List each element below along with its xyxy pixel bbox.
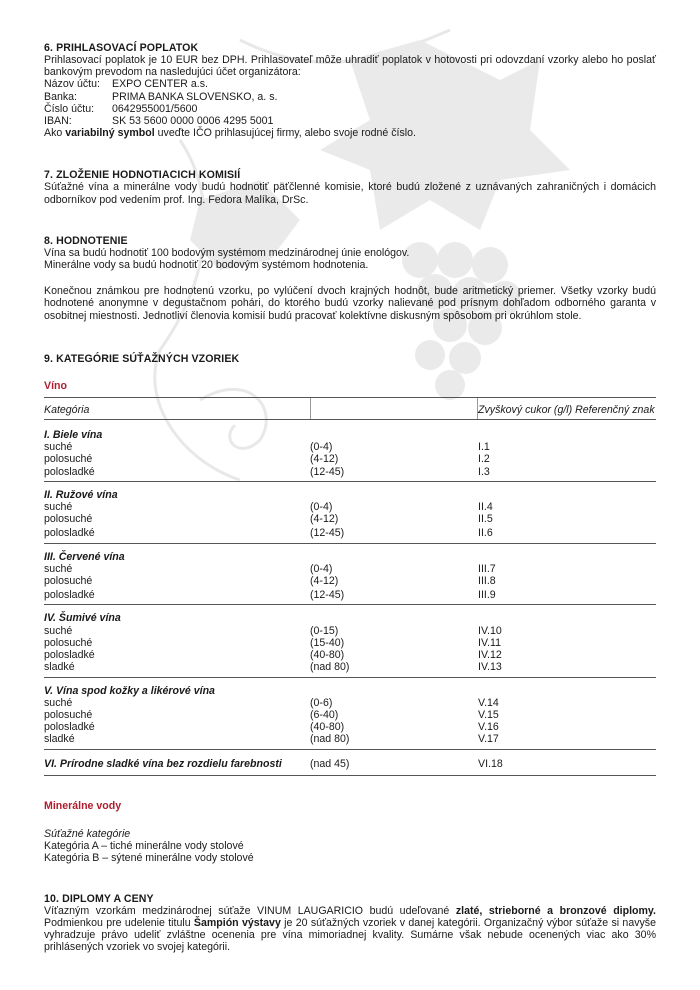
table-row — [44, 527, 656, 539]
row-ref: II.5 — [478, 513, 493, 526]
text: je 20 súťažných vzoriek v danej kategórii. Organizačný výbor súťaže si navyše vyhradzuje právo udeliť zvláštne ocenenia pre vína mimoriadnej kvality. Sumárne však nebude ocenených viac ako 30% prihlásených vzoriek vo svojej kategórii. — [44, 916, 656, 954]
row-name: suché — [44, 562, 73, 575]
row-ref: VI.18 — [478, 757, 503, 770]
table-row — [44, 637, 656, 649]
paragraph — [44, 905, 656, 954]
bank-row — [44, 78, 656, 90]
row-sugar: (nad 80) — [310, 661, 350, 674]
row-sugar: (0-4) — [310, 562, 333, 575]
section-title: 6. PRIHLASOVACÍ POPLATOK — [44, 42, 199, 54]
row-sugar: (0-4) — [310, 441, 333, 454]
group-title: III. Červené vína — [44, 550, 125, 563]
text: Ako — [44, 127, 66, 140]
text: Víťazným vzorkám medzinárodnej súťaže VINUM LAUGARICIO budú udeľované — [44, 904, 456, 917]
row-ref: I.3 — [478, 465, 490, 478]
header-sugar: Zvyškový cukor (g/l) Referenčný znak — [478, 404, 655, 417]
variable-symbol-note — [44, 127, 656, 139]
section-title: 8. HODNOTENIE — [44, 234, 128, 247]
group-title: V. Vína spod kožky a likérové vína — [44, 684, 215, 697]
row-name: suché — [44, 696, 73, 709]
section-diplomas — [44, 893, 656, 954]
section-title: 9. KATEGÓRIE SÚŤAŽNÝCH VZORIEK — [44, 352, 240, 365]
row-ref: V.16 — [478, 721, 499, 734]
section-categories — [44, 353, 656, 865]
row-name: polosladké — [44, 721, 95, 734]
row-ref: II.4 — [478, 501, 493, 514]
row-name: sladké — [44, 661, 75, 674]
row-name: polosladké — [44, 649, 95, 662]
bank-row — [44, 103, 656, 115]
table-row — [44, 453, 656, 465]
table-row — [44, 441, 656, 453]
row-ref: IV.13 — [478, 661, 502, 674]
row-sugar: (0-6) — [310, 696, 333, 709]
table-row — [44, 575, 656, 587]
section-committees — [44, 169, 656, 205]
section-evaluation — [44, 235, 656, 322]
text: Podmienkou pre udelenie titulu — [44, 916, 194, 929]
paragraph: Vína sa budú hodnotiť 100 bodovým systémom medzinárodnej únie enológov. — [44, 246, 410, 259]
text-bold: zlaté, strieborné a bronzové diplomy. — [455, 904, 656, 917]
bank-row — [44, 115, 656, 127]
row-sugar: (4-12) — [310, 575, 339, 588]
group-title: I. Biele vína — [44, 429, 103, 442]
bank-label: Názov účtu: — [44, 78, 100, 91]
row-sugar: (12-45) — [310, 589, 345, 602]
section-registration-fee — [44, 42, 656, 139]
section-title: 7. ZLOŽENIE HODNOTIACICH KOMISIÍ — [44, 169, 241, 182]
table-row — [44, 563, 656, 575]
bank-label: Číslo účtu: — [44, 102, 95, 115]
row-ref: III.9 — [478, 589, 496, 602]
row-name: polosladké — [44, 465, 95, 478]
row-sugar: (4-12) — [310, 513, 339, 526]
row-ref: I.1 — [478, 441, 490, 454]
category-group — [44, 605, 656, 677]
row-name: polosuché — [44, 453, 93, 466]
table-row — [44, 661, 656, 673]
table-row — [44, 697, 656, 709]
table-row — [44, 709, 656, 721]
row-sugar: (0-15) — [310, 624, 339, 637]
row-ref: IV.10 — [478, 624, 502, 637]
mineral-water-heading: Minerálne vody — [44, 799, 122, 812]
row-sugar: (nad 45) — [310, 757, 350, 770]
competition-categories-label: Súťažné kategórie — [44, 827, 131, 840]
header-category: Kategória — [44, 404, 90, 417]
bank-value: PRIMA BANKA SLOVENSKO, a. s. — [112, 90, 278, 103]
category-group-last — [44, 750, 656, 776]
category-group — [44, 482, 656, 544]
table-row — [44, 733, 656, 745]
row-sugar: (4-12) — [310, 453, 339, 466]
row-ref: IV.12 — [478, 649, 502, 662]
bank-row — [44, 91, 656, 103]
row-sugar: (nad 80) — [310, 733, 350, 746]
row-ref: V.14 — [478, 696, 499, 709]
row-name: polosladké — [44, 527, 95, 540]
row-sugar: (6-40) — [310, 708, 339, 721]
paragraph: Minerálne vody sa budú hodnotiť 20 bodovým systémom hodnotenia. — [44, 259, 369, 272]
table-row — [44, 589, 656, 601]
row-ref: IV.11 — [478, 636, 501, 649]
row-sugar: (12-45) — [310, 527, 345, 540]
row-name: suché — [44, 441, 73, 454]
wine-categories-table — [44, 397, 656, 776]
bank-value: EXPO CENTER a.s. — [112, 78, 208, 91]
category-group — [44, 678, 656, 750]
row-name: polosuché — [44, 513, 93, 526]
row-name: suché — [44, 501, 73, 514]
row-name: suché — [44, 624, 73, 637]
row-name: polosuché — [44, 636, 93, 649]
row-name: polosladké — [44, 589, 95, 602]
row-sugar: (40-80) — [310, 649, 345, 662]
group-title: VI. Prírodne sladké vína bez rozdielu farebnosti — [44, 757, 282, 770]
category-group — [44, 544, 656, 606]
table-row — [44, 721, 656, 733]
group-title: II. Ružové vína — [44, 488, 118, 501]
document-body — [44, 42, 656, 953]
text-bold: variabilný symbol — [65, 127, 155, 140]
table-row — [44, 625, 656, 637]
bank-label: Banka: — [44, 90, 77, 103]
table-row — [44, 501, 656, 513]
row-ref: II.6 — [478, 527, 493, 540]
header-divider — [310, 398, 478, 419]
category-a: Kategória A – tiché minerálne vody stolové — [44, 840, 244, 853]
table-row — [44, 649, 656, 661]
row-ref: V.17 — [478, 733, 499, 746]
paragraph: Konečnou známkou pre hodnotenú vzorku, po vylúčení dvoch krajných hodnôt, bude aritmetický priemer. Všetky vzorky budú hodnotené anonymne v degustačnom pohári, do ktorého budú vzorky nalievané pod prísnym dohľadom odborného garanta v osobitnej miestnosti. Jednotliví členovia komisií budú pracovať kolektívne diskusným spôsobom pri okrúhlom stole. — [44, 285, 656, 322]
table-header — [44, 398, 656, 420]
bank-details — [44, 78, 656, 127]
section-title: 10. DIPLOMY A CENY — [44, 892, 154, 905]
category-group — [44, 420, 656, 482]
paragraph: Súťažné vína a minerálne vody budú hodnotiť päťčlenné komisie, ktoré budú zložené z uznávaných zahraničných i domácich odborníkov pod vedením prof. Ing. Fedora Malíka, DrSc. — [44, 181, 656, 206]
row-name: sladké — [44, 733, 75, 746]
row-ref: I.2 — [478, 453, 490, 466]
row-name: polosuché — [44, 708, 93, 721]
text-bold: Šampión výstavy — [193, 916, 281, 929]
row-sugar: (40-80) — [310, 721, 345, 734]
bank-value: SK 53 5600 0000 0006 4295 5001 — [112, 115, 274, 128]
paragraph: Prihlasovací poplatok je 10 EUR bez DPH. Prihlasovateľ môže uhradiť poplatok v hotovosti pri odovzdaní vzorky alebo ho poslať bankovým prevodom na nasledujúci účet organizátora: — [44, 54, 656, 79]
row-sugar: (12-45) — [310, 465, 345, 478]
wine-heading: Víno — [44, 379, 67, 392]
table-row — [44, 466, 656, 478]
row-name: polosuché — [44, 575, 93, 588]
bank-value: 0642955001/5600 — [112, 102, 198, 115]
group-title: IV. Šumivé vína — [44, 612, 121, 625]
row-ref: V.15 — [478, 708, 499, 721]
category-b: Kategória B – sýtené minerálne vody stolové — [44, 852, 254, 865]
row-sugar: (0-4) — [310, 501, 333, 514]
text: uveďte IČO prihlasujúcej firmy, alebo svoje rodné číslo. — [154, 127, 416, 140]
bank-label: IBAN: — [44, 115, 72, 128]
row-ref: III.7 — [478, 562, 496, 575]
table-row — [44, 513, 656, 525]
row-ref: III.8 — [478, 575, 496, 588]
row-sugar: (15-40) — [310, 636, 345, 649]
